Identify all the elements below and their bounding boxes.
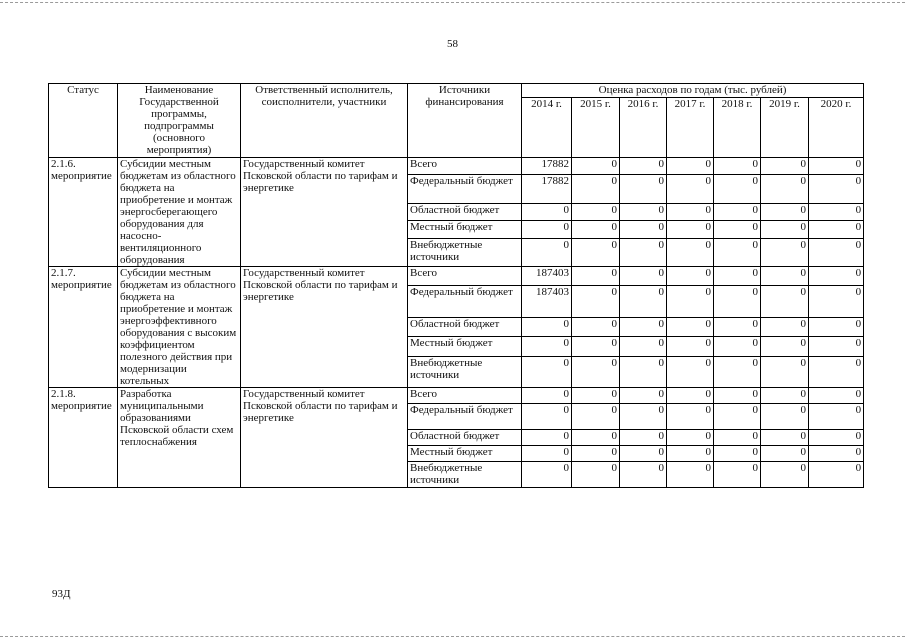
cost-value: 0 xyxy=(572,175,620,203)
cost-value: 0 xyxy=(809,388,864,404)
cost-value: 0 xyxy=(761,203,809,220)
cost-value: 0 xyxy=(522,430,572,446)
header-year: 2017 г. xyxy=(667,98,714,158)
funding-source: Местный бюджет xyxy=(408,221,522,238)
header-year: 2018 г. xyxy=(714,98,761,158)
cost-value: 0 xyxy=(714,337,761,356)
cost-value: 0 xyxy=(714,462,761,488)
cost-value: 0 xyxy=(522,337,572,356)
cost-value: 0 xyxy=(620,221,667,238)
cost-value: 0 xyxy=(761,462,809,488)
cost-value: 0 xyxy=(620,356,667,387)
cost-value: 0 xyxy=(522,221,572,238)
measure-executor: Государственный комитет Псковской области по тарифам и энергетике xyxy=(241,267,408,388)
cost-value: 0 xyxy=(572,337,620,356)
cost-value: 17882 xyxy=(522,175,572,203)
funding-source: Всего xyxy=(408,388,522,404)
cost-value: 0 xyxy=(714,404,761,430)
cost-value: 0 xyxy=(667,267,714,286)
funding-source: Федеральный бюджет xyxy=(408,175,522,203)
cost-value: 0 xyxy=(620,286,667,317)
cost-value: 0 xyxy=(809,286,864,317)
cost-value: 0 xyxy=(572,267,620,286)
header-costs: Оценка расходов по годам (тыс. рублей) xyxy=(522,84,864,98)
cost-value: 0 xyxy=(620,175,667,203)
measure-name: Разработка муниципальными образованиями Псковской области схем теплоснабжения xyxy=(118,388,241,488)
page-number: 58 xyxy=(447,38,458,50)
cost-value: 0 xyxy=(572,356,620,387)
cost-value: 0 xyxy=(522,462,572,488)
cost-value: 0 xyxy=(714,175,761,203)
funding-source: Внебюджетные источники xyxy=(408,356,522,387)
cost-value: 0 xyxy=(667,430,714,446)
measure-executor: Государственный комитет Псковской области по тарифам и энергетике xyxy=(241,158,408,267)
cost-value: 0 xyxy=(522,446,572,462)
cost-value: 0 xyxy=(714,203,761,220)
cost-value: 0 xyxy=(522,238,572,266)
cost-value: 0 xyxy=(572,388,620,404)
cost-value: 0 xyxy=(714,388,761,404)
cost-value: 0 xyxy=(667,158,714,175)
cost-value: 0 xyxy=(761,238,809,266)
cost-value: 0 xyxy=(761,430,809,446)
cost-value: 0 xyxy=(620,388,667,404)
table-body xyxy=(49,158,864,488)
cost-value: 0 xyxy=(620,446,667,462)
funding-source: Всего xyxy=(408,158,522,175)
funding-source: Местный бюджет xyxy=(408,446,522,462)
cost-value: 0 xyxy=(809,446,864,462)
cost-value: 0 xyxy=(761,317,809,336)
scan-edge-bottom xyxy=(0,636,905,637)
cost-value: 0 xyxy=(620,430,667,446)
cost-value: 187403 xyxy=(522,286,572,317)
cost-value: 0 xyxy=(809,356,864,387)
cost-value: 0 xyxy=(620,337,667,356)
header-year: 2019 г. xyxy=(761,98,809,158)
header-year: 2014 г. xyxy=(522,98,572,158)
cost-value: 0 xyxy=(809,317,864,336)
measure-name: Субсидии местным бюджетам из областного бюджета на приобретение и монтаж энергоэффективного оборудования с высоким коэффициентом полезного действия при модернизации котельных xyxy=(118,267,241,388)
cost-value: 0 xyxy=(522,356,572,387)
cost-value: 0 xyxy=(714,158,761,175)
measure-status: 2.1.8. мероприятие xyxy=(49,388,118,488)
funding-source: Федеральный бюджет xyxy=(408,404,522,430)
funding-source: Федеральный бюджет xyxy=(408,286,522,317)
cost-value: 0 xyxy=(809,158,864,175)
cost-value: 0 xyxy=(761,267,809,286)
cost-value: 0 xyxy=(522,317,572,336)
cost-value: 0 xyxy=(667,446,714,462)
cost-value: 0 xyxy=(667,286,714,317)
cost-value: 0 xyxy=(667,388,714,404)
cost-value: 0 xyxy=(667,337,714,356)
header-executor: Ответственный исполнитель, соисполнители, участники xyxy=(241,84,408,158)
cost-value: 0 xyxy=(522,404,572,430)
measure-status: 2.1.7. мероприятие xyxy=(49,267,118,388)
funding-source: Областной бюджет xyxy=(408,430,522,446)
cost-value: 0 xyxy=(809,238,864,266)
cost-value: 0 xyxy=(667,356,714,387)
cost-value: 17882 xyxy=(522,158,572,175)
cost-value: 0 xyxy=(761,446,809,462)
cost-value: 0 xyxy=(714,356,761,387)
cost-value: 0 xyxy=(620,462,667,488)
header-name: Наименование Государственной программы, подпрограммы (основного мероприятия) xyxy=(118,84,241,158)
header-sources: Источники финансирования xyxy=(408,84,522,158)
table-header xyxy=(49,84,864,158)
cost-value: 0 xyxy=(761,221,809,238)
header-status: Статус xyxy=(49,84,118,158)
cost-value: 0 xyxy=(667,462,714,488)
table-row xyxy=(49,267,864,286)
cost-value: 0 xyxy=(714,317,761,336)
cost-value: 0 xyxy=(572,203,620,220)
cost-value: 0 xyxy=(761,388,809,404)
cost-value: 0 xyxy=(714,267,761,286)
cost-value: 0 xyxy=(572,430,620,446)
funding-source: Областной бюджет xyxy=(408,317,522,336)
cost-value: 0 xyxy=(809,337,864,356)
header-year: 2016 г. xyxy=(620,98,667,158)
cost-value: 0 xyxy=(522,388,572,404)
cost-value: 0 xyxy=(667,317,714,336)
table-row xyxy=(49,158,864,175)
cost-value: 0 xyxy=(714,286,761,317)
cost-value: 0 xyxy=(572,446,620,462)
funding-source: Местный бюджет xyxy=(408,337,522,356)
cost-value: 0 xyxy=(572,158,620,175)
cost-value: 0 xyxy=(761,337,809,356)
measure-executor: Государственный комитет Псковской области по тарифам и энергетике xyxy=(241,388,408,488)
funding-source: Внебюджетные источники xyxy=(408,462,522,488)
scan-edge-top xyxy=(0,2,905,3)
cost-value: 0 xyxy=(667,404,714,430)
cost-value: 0 xyxy=(522,203,572,220)
cost-value: 0 xyxy=(809,203,864,220)
cost-value: 0 xyxy=(809,175,864,203)
cost-value: 0 xyxy=(667,238,714,266)
cost-value: 187403 xyxy=(522,267,572,286)
cost-value: 0 xyxy=(761,158,809,175)
cost-value: 0 xyxy=(620,267,667,286)
cost-value: 0 xyxy=(761,286,809,317)
budget-table xyxy=(48,83,864,488)
cost-value: 0 xyxy=(714,221,761,238)
cost-value: 0 xyxy=(809,430,864,446)
cost-value: 0 xyxy=(620,238,667,266)
cost-value: 0 xyxy=(667,203,714,220)
cost-value: 0 xyxy=(572,286,620,317)
cost-value: 0 xyxy=(714,238,761,266)
cost-value: 0 xyxy=(667,175,714,203)
cost-value: 0 xyxy=(761,356,809,387)
cost-value: 0 xyxy=(714,430,761,446)
funding-source: Внебюджетные источники xyxy=(408,238,522,266)
cost-value: 0 xyxy=(620,158,667,175)
measure-name: Субсидии местным бюджетам из областного бюджета на приобретение и монтаж энергосберегающего оборудования для насосно-вентиляционного оборудования xyxy=(118,158,241,267)
cost-value: 0 xyxy=(620,203,667,220)
cost-value: 0 xyxy=(572,238,620,266)
cost-value: 0 xyxy=(572,462,620,488)
cost-value: 0 xyxy=(667,221,714,238)
header-year: 2015 г. xyxy=(572,98,620,158)
cost-value: 0 xyxy=(761,404,809,430)
funding-source: Областной бюджет xyxy=(408,203,522,220)
header-year: 2020 г. xyxy=(809,98,864,158)
cost-value: 0 xyxy=(809,221,864,238)
cost-value: 0 xyxy=(572,317,620,336)
cost-value: 0 xyxy=(620,317,667,336)
cost-value: 0 xyxy=(572,404,620,430)
cost-value: 0 xyxy=(809,404,864,430)
cost-value: 0 xyxy=(809,267,864,286)
measure-status: 2.1.6. мероприятие xyxy=(49,158,118,267)
cost-value: 0 xyxy=(620,404,667,430)
table-row xyxy=(49,388,864,404)
cost-value: 0 xyxy=(572,221,620,238)
cost-value: 0 xyxy=(809,462,864,488)
document-code: 93Д xyxy=(52,588,71,600)
funding-source: Всего xyxy=(408,267,522,286)
cost-value: 0 xyxy=(714,446,761,462)
cost-value: 0 xyxy=(761,175,809,203)
